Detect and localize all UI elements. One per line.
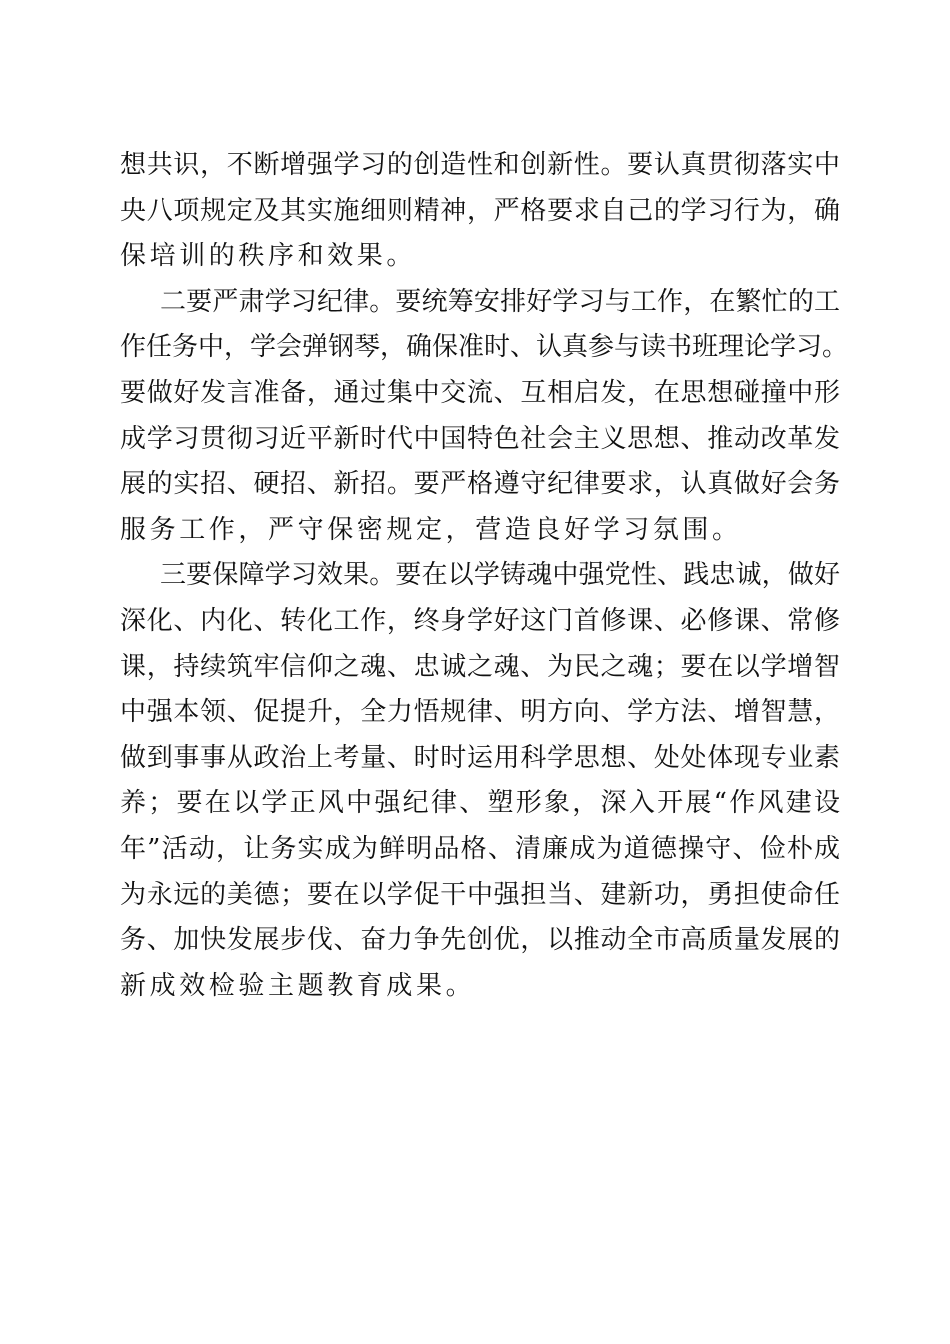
text-line: 为永远的美德；要在以学促干中强担当、建新功，勇担使命任: [120, 879, 840, 910]
text-line: 年”活动，让务实成为鲜明品格、清廉成为道德操守、俭朴成: [120, 833, 840, 864]
paragraph-start-line: 三要保障学习效果。要在以学铸魂中强党性、践忠诚，做好: [160, 560, 840, 591]
text-line: 养；要在以学正风中强纪律、塑形象，深入开展“作风建设: [120, 788, 840, 819]
text-line: 务、加快发展步伐、奋力争先创优，以推动全市高质量发展的: [120, 925, 840, 956]
text-line: 新成效检验主题教育成果。: [120, 970, 476, 1001]
text-line: 服务工作，严守保密规定，营造良好学习氛围。: [120, 514, 742, 545]
document-body: [120, 143, 849, 1009]
text-line: 做到事事从政治上考量、时时运用科学思想、处处体现专业素: [120, 742, 840, 773]
text-line: 央八项规定及其实施细则精神，严格要求自己的学习行为，确: [120, 195, 840, 226]
text-line: 课，持续筑牢信仰之魂、忠诚之魂、为民之魂；要在以学增智: [120, 651, 840, 682]
text-line: 保培训的秩序和效果。: [120, 241, 417, 272]
text-line: 想共识，不断增强学习的创造性和创新性。要认真贯彻落实中: [120, 150, 840, 180]
text-line: 成学习贯彻习近平新时代中国特色社会主义思想、推动改革发: [120, 423, 840, 454]
text-line: 深化、内化、转化工作，终身学好这门首修课、必修课、常修: [120, 605, 840, 636]
text-line: 展的实招、硬招、新招。要严格遵守纪律要求，认真做好会务: [120, 469, 840, 500]
text-line: 作任务中，学会弹钢琴，确保准时、认真参与读书班理论学习。: [120, 332, 849, 363]
text-line: 中强本领、促提升，全力悟规律、明方向、学方法、增智慧，: [120, 697, 840, 728]
paragraph-start-line: 二要严肃学习纪律。要统筹安排好学习与工作，在繁忙的工: [160, 286, 840, 317]
text-line: 要做好发言准备，通过集中交流、互相启发，在思想碰撞中形: [120, 377, 840, 408]
